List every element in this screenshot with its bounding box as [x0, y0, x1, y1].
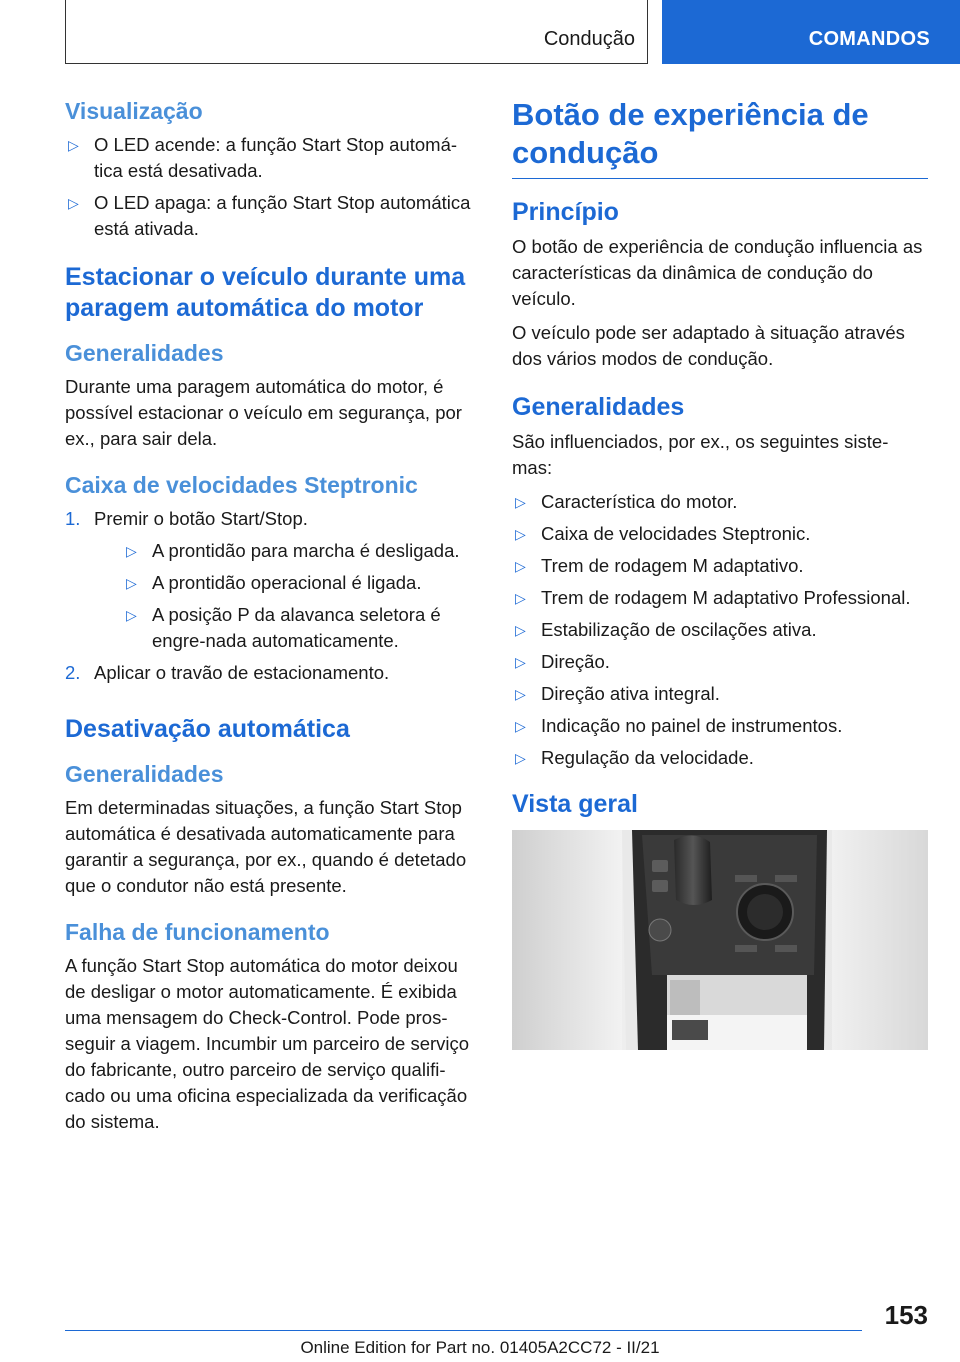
header-section-box — [65, 0, 648, 64]
triangle-bullet-icon: ▷ — [68, 195, 79, 211]
list-item: ▷ Trem de rodagem M adaptativo Professional. — [512, 585, 928, 611]
steptronic-steps — [65, 506, 480, 686]
list-item: ▷ Característica do motor. — [512, 489, 928, 515]
list-item: ▷ A posição P da alavanca seletora é engre-nada automaticamente. — [126, 604, 441, 651]
step-item: 1. Premir o botão Start/Stop. ▷ A prontidão para marcha é desligada. ▷ A prontidão operacional é ligada. ▷ A posição P da alavanca seletora é engre-nada automaticamente. — [65, 506, 480, 654]
triangle-bullet-icon: ▷ — [515, 558, 526, 574]
heading-rule — [512, 178, 928, 179]
triangle-bullet-icon: ▷ — [515, 686, 526, 702]
triangle-bullet-icon: ▷ — [515, 590, 526, 606]
list-item: ▷ A prontidão operacional é ligada. — [123, 570, 480, 596]
botao-experiencia-heading: Botão de experiência de condução — [512, 97, 869, 170]
list-item: ▷ Trem de rodagem M adaptativo. — [512, 553, 928, 579]
triangle-bullet-icon: ▷ — [515, 750, 526, 766]
center-console-drawing — [512, 830, 928, 1050]
principio-text-1: O botão de experiência de condução influencia as características da dinâmica de condução do veículo. — [512, 236, 923, 309]
triangle-bullet-icon: ▷ — [515, 526, 526, 542]
list-item: ▷ O LED acende: a função Start Stop automá-tica está desativada. — [68, 134, 458, 181]
page-number: 153 — [884, 1300, 928, 1330]
footer-rule — [65, 1330, 862, 1331]
estacionar-generalidades-heading: Generalidades — [65, 340, 224, 366]
list-item: ▷ Estabilização de oscilações ativa. — [512, 617, 928, 643]
systems-list — [512, 489, 928, 771]
header-chapter-tab[interactable] — [662, 0, 960, 64]
vista-geral-heading: Vista geral — [512, 790, 639, 818]
triangle-bullet-icon: ▷ — [515, 654, 526, 670]
steptronic-heading: Caixa de velocidades Steptronic — [65, 472, 418, 498]
falha-heading: Falha de funcionamento — [65, 919, 330, 945]
estacionar-heading: Estacionar o veículo durante uma paragem automática do motor — [65, 263, 466, 322]
triangle-bullet-icon: ▷ — [126, 575, 137, 591]
triangle-bullet-icon: ▷ — [515, 622, 526, 638]
step-item: 2. Aplicar o travão de estacionamento. — [65, 662, 390, 683]
triangle-bullet-icon: ▷ — [126, 607, 137, 623]
falha-text: A função Start Stop automática do motor deixou de desligar o motor automaticamente. É exibida uma mensagem do Check-Control. Pode pros-seguir a viagem. Incumbir um parceiro de serviço do fabricante, outro parceiro de serviço qualifi-cado ou uma oficina especializada da verificação do sistema. — [65, 955, 470, 1132]
visualizacao-list — [65, 132, 480, 242]
list-item: ▷ A prontidão para marcha é desligada. — [123, 538, 480, 564]
desativacao-generalidades-text: Em determinadas situações, a função Start Stop automática é desativada automaticamente para garantir a segurança, por ex., quando é detetado que o condutor não está presente. — [65, 797, 467, 896]
estacionar-generalidades-text: Durante uma paragem automática do motor, é possível estacionar o veículo em segurança, por ex., para sair dela. — [65, 376, 462, 449]
triangle-bullet-icon: ▷ — [68, 137, 79, 153]
desativacao-heading: Desativação automática — [65, 715, 350, 743]
list-item: ▷ Caixa de velocidades Steptronic. — [512, 521, 928, 547]
principio-heading: Princípio — [512, 198, 619, 226]
step-sub-list — [94, 538, 480, 654]
list-item: ▷ Indicação no painel de instrumentos. — [512, 713, 928, 739]
list-item: ▷ Regulação da velocidade. — [512, 745, 928, 771]
principio-text-2: O veículo pode ser adaptado à situação através dos vários modos de condução. — [512, 322, 905, 369]
center-console-image — [512, 830, 928, 1050]
visualizacao-heading: Visualização — [65, 98, 203, 124]
right-column — [512, 96, 928, 1050]
desativacao-generalidades-heading: Generalidades — [65, 761, 224, 787]
generalidades-text: São influenciados, por ex., os seguintes siste-mas: — [512, 431, 889, 478]
triangle-bullet-icon: ▷ — [515, 494, 526, 510]
list-item: ▷ Direção ativa integral. — [512, 681, 928, 707]
triangle-bullet-icon: ▷ — [126, 543, 137, 559]
list-item: ▷ O LED apaga: a função Start Stop automática está ativada. — [68, 192, 471, 239]
list-item: ▷ Direção. — [512, 649, 928, 675]
footer-edition: Online Edition for Part no. 01405A2CC72 - II/21 — [300, 1338, 660, 1357]
triangle-bullet-icon: ▷ — [515, 718, 526, 734]
header-chapter-title: COMANDOS — [808, 28, 930, 50]
generalidades-heading: Generalidades — [512, 393, 685, 421]
left-column — [65, 96, 480, 1143]
header-section-title: Condução — [543, 28, 635, 50]
